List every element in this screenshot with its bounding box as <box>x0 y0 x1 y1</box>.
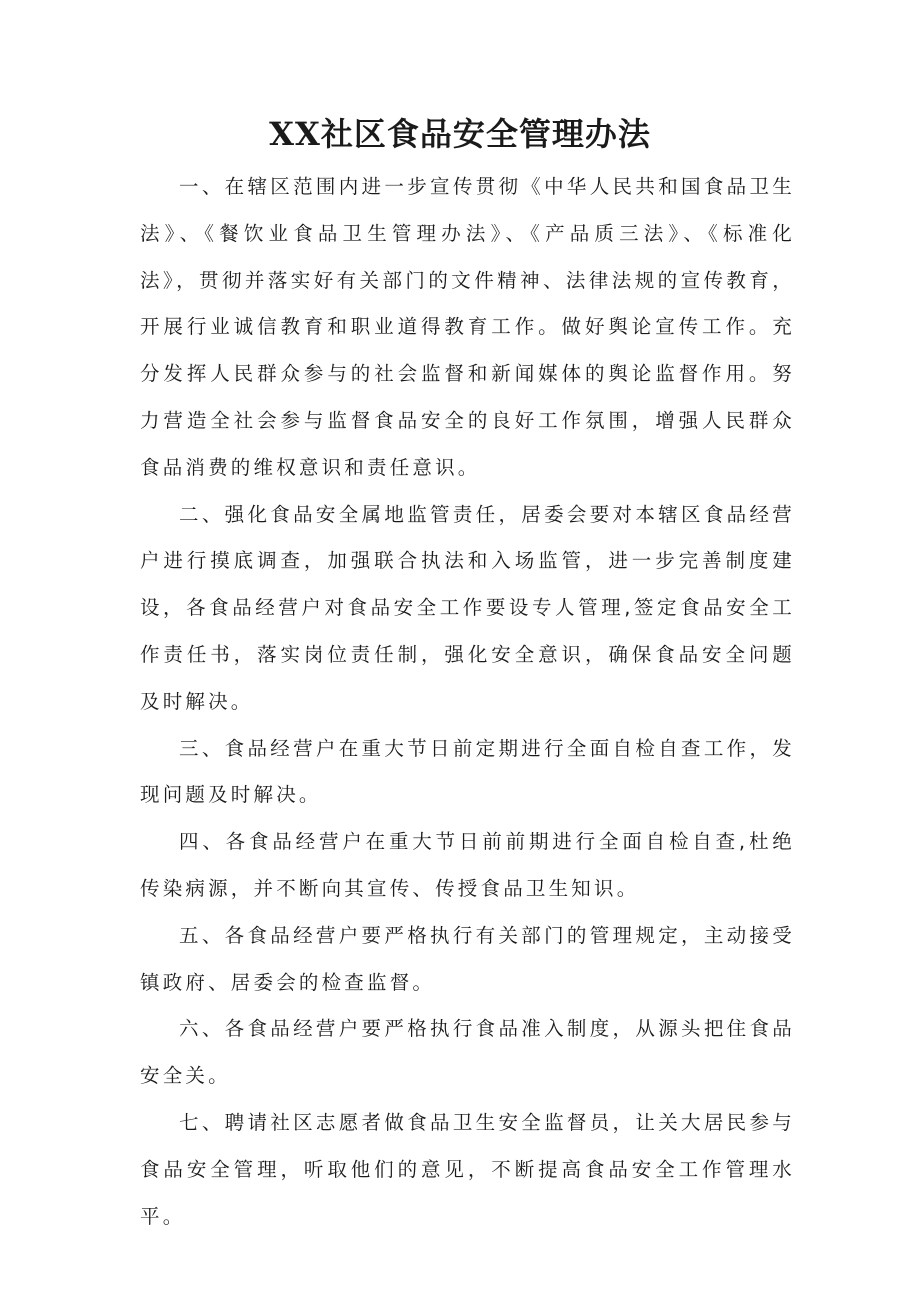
paragraph-5: 五、各食品经营户要严格执行有关部门的管理规定，主动接受镇政府、居委会的检查监督。 <box>140 923 795 994</box>
paragraph-3: 三、食品经营户在重大节日前定期进行全面自检自查工作，发现问题及时解决。 <box>140 736 795 807</box>
paragraph-7: 七、聘请社区志愿者做食品卫生安全监督员，让关大居民参与食品安全管理，听取他们的意见，不断提高食品安全工作管理水平。 <box>140 1110 795 1228</box>
document-body <box>140 164 795 1240</box>
paragraph-2: 二、强化食品安全属地监管责任，居委会要对本辖区食品经营户进行摸底调查，加强联合执法和入场监管，进一步完善制度建设，各食品经营户对食品安全工作要设专人管理,签定食品安全工作责任书，落实岗位责任制，强化安全意识，确保食品安全问题及时解决。 <box>140 502 795 713</box>
paragraph-1: 一、在辖区范围内进一步宣传贯彻《中华人民共和国食品卫生法》、《餐饮业食品卫生管理办法》、《产品质三法》、《标准化法》，贯彻并落实好有关部门的文件精神、法律法规的宣传教育，开展行业诚信教育和职业道得教育工作。做好舆论宣传工作。充分发挥人民群众参与的社会监督和新闻媒体的舆论监督作用。努力营造全社会参与监督食品安全的良好工作氛围，增强人民群众食品消费的维权意识和责任意识。 <box>140 175 795 479</box>
paragraph-6: 六、各食品经营户要严格执行食品准入制度，从源头把住食品安全关。 <box>140 1017 795 1088</box>
document-title: XX社区食品安全管理办法 <box>269 115 651 153</box>
paragraph-4: 四、各食品经营户在重大节日前前期进行全面自检自查,杜绝传染病源，并不断向其宣传、传授食品卫生知识。 <box>140 830 795 900</box>
